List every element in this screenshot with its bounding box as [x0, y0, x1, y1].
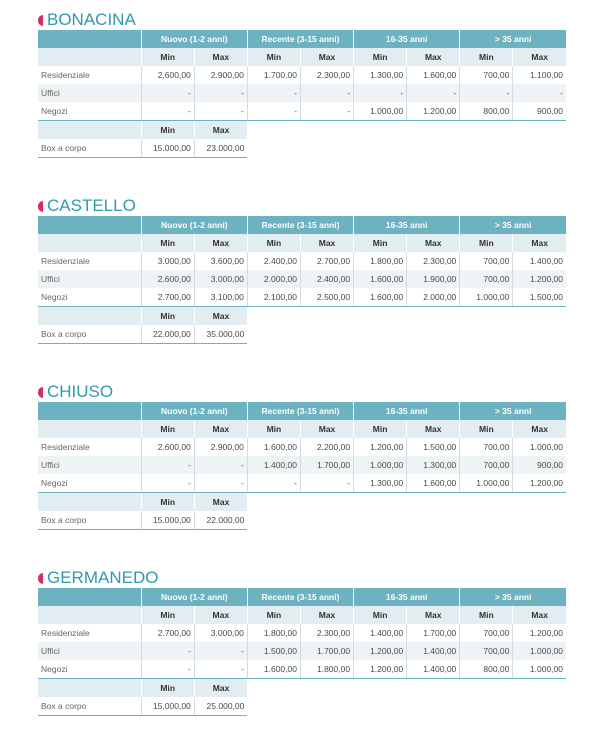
box-label: Box a corpo [38, 139, 141, 158]
box-max-value: 25.000,00 [194, 697, 247, 716]
min-header: Min [247, 48, 300, 66]
price-cell: - [300, 474, 353, 493]
row-label: Residenziale [41, 628, 90, 638]
max-header: Max [194, 420, 247, 438]
price-cell: 3.100,00 [194, 288, 247, 307]
price-cell: 2.300,00 [300, 66, 353, 84]
box-header-blank [38, 493, 141, 512]
price-cell: - [194, 456, 247, 474]
price-cell: - [141, 642, 194, 660]
table-row [38, 456, 566, 474]
price-cell: 2.400,00 [247, 252, 300, 270]
price-cell: 1.800,00 [300, 660, 353, 679]
price-cell: 700,00 [460, 642, 513, 660]
box-header-spacer [247, 307, 566, 326]
header-blank [38, 30, 141, 48]
group-header: > 35 anni [460, 30, 566, 48]
price-table [38, 216, 566, 344]
price-cell: 1.600,00 [407, 66, 460, 84]
group-header-row [38, 30, 566, 48]
box-row [38, 697, 566, 716]
price-cell: 2.500,00 [300, 288, 353, 307]
min-header: Min [141, 420, 194, 438]
price-cell: 800,00 [460, 660, 513, 679]
price-cell: 1.200,00 [407, 102, 460, 121]
group-header: 16-35 anni [354, 216, 460, 234]
section-title [38, 382, 566, 402]
price-cell: 1.500,00 [513, 288, 566, 307]
price-cell: - [141, 84, 194, 102]
max-header: Max [194, 606, 247, 624]
price-cell: 900,00 [513, 456, 566, 474]
price-cell: - [141, 102, 194, 121]
table-row [38, 102, 566, 121]
price-cell: 1.900,00 [407, 270, 460, 288]
price-cell: 2.900,00 [194, 66, 247, 84]
price-cell: 3.000,00 [194, 624, 247, 642]
max-header: Max [513, 606, 566, 624]
table-row [38, 270, 566, 288]
price-cell: 700,00 [460, 270, 513, 288]
box-row [38, 325, 566, 344]
minmax-header-row [38, 420, 566, 438]
min-header: Min [247, 234, 300, 252]
min-header: Min [354, 48, 407, 66]
header-blank [38, 216, 141, 234]
price-cell: 2.700,00 [300, 252, 353, 270]
box-label: Box a corpo [38, 511, 141, 530]
box-row-spacer [247, 511, 566, 530]
min-header: Min [141, 48, 194, 66]
price-cell: 700,00 [460, 438, 513, 456]
price-cell: - [141, 660, 194, 679]
row-label: Negozi [38, 102, 141, 121]
price-cell: 3.000,00 [141, 252, 194, 270]
group-header: 16-35 anni [354, 588, 460, 606]
group-header: Nuovo (1-2 anni) [141, 30, 247, 48]
row-label: Uffici [38, 270, 141, 288]
price-cell: 1.600,00 [407, 474, 460, 493]
price-cell: - [354, 84, 407, 102]
table-row [38, 660, 566, 679]
minmax-header-row [38, 606, 566, 624]
price-cell: 1.000,00 [513, 660, 566, 679]
price-cell: - [300, 102, 353, 121]
table-row [38, 84, 566, 102]
price-cell: 1.200,00 [354, 660, 407, 679]
table-row [38, 474, 566, 493]
min-header: Min [354, 234, 407, 252]
price-cell: 1.300,00 [354, 474, 407, 493]
box-header-spacer [247, 493, 566, 512]
subheader-blank [38, 234, 141, 252]
max-header: Max [407, 234, 460, 252]
box-header-blank [38, 679, 141, 698]
minmax-header-row [38, 234, 566, 252]
box-row [38, 511, 566, 530]
box-label: Box a corpo [38, 697, 141, 716]
min-header: Min [141, 234, 194, 252]
box-row-spacer [247, 139, 566, 158]
max-header: Max [194, 48, 247, 66]
box-min-header: Min [141, 307, 194, 326]
price-cell: - [460, 84, 513, 102]
zone-section [38, 568, 566, 716]
box-header-blank [38, 121, 141, 140]
box-max-value: 23.000,00 [194, 139, 247, 158]
max-header: Max [513, 234, 566, 252]
max-header: Max [300, 48, 353, 66]
group-header: > 35 anni [460, 402, 566, 420]
price-cell: 1.400,00 [407, 642, 460, 660]
price-cell: 3.000,00 [194, 270, 247, 288]
min-header: Min [141, 606, 194, 624]
price-cell: 2.100,00 [247, 288, 300, 307]
min-header: Min [247, 420, 300, 438]
price-cell: 1.400,00 [407, 660, 460, 679]
min-header: Min [247, 606, 300, 624]
group-header: Nuovo (1-2 anni) [141, 402, 247, 420]
price-cell: 1.400,00 [354, 624, 407, 642]
zone-name: CASTELLO [47, 196, 136, 215]
max-header: Max [407, 48, 460, 66]
max-header: Max [513, 420, 566, 438]
section-title [38, 568, 566, 588]
group-header-row [38, 402, 566, 420]
price-cell: 3.600,00 [194, 252, 247, 270]
box-header-row [38, 679, 566, 698]
zone-section [38, 382, 566, 530]
box-min-value: 15.000,00 [141, 697, 194, 716]
price-cell: 1.000,00 [354, 102, 407, 121]
min-header: Min [460, 606, 513, 624]
price-cell: 1.000,00 [460, 474, 513, 493]
price-cell: 2.700,00 [141, 624, 194, 642]
price-cell: 1.600,00 [354, 288, 407, 307]
group-header: Recente (3-15 anni) [247, 30, 353, 48]
price-cell: 700,00 [460, 456, 513, 474]
max-header: Max [300, 420, 353, 438]
min-header: Min [460, 420, 513, 438]
group-header: 16-35 anni [354, 402, 460, 420]
price-cell: 1.700,00 [300, 456, 353, 474]
price-cell: 1.500,00 [407, 438, 460, 456]
price-cell: - [194, 102, 247, 121]
price-cell: 1.300,00 [354, 66, 407, 84]
price-cell: 1.600,00 [247, 438, 300, 456]
zone-name: CHIUSO [47, 382, 114, 401]
price-cell: 2.300,00 [407, 252, 460, 270]
price-cell: 1.800,00 [247, 624, 300, 642]
price-cell: 1.700,00 [407, 624, 460, 642]
header-blank [38, 588, 141, 606]
row-label: Uffici [38, 84, 141, 102]
subheader-blank [38, 48, 141, 66]
box-header-spacer [247, 121, 566, 140]
box-max-value: 35.000,00 [194, 325, 247, 344]
price-cell: 2.900,00 [194, 438, 247, 456]
price-cell: 2.600,00 [141, 66, 194, 84]
price-cell: 1.200,00 [513, 270, 566, 288]
group-header: > 35 anni [460, 588, 566, 606]
row-label: Uffici [38, 642, 141, 660]
price-cell: 1.200,00 [354, 642, 407, 660]
title-bullet-icon [38, 573, 43, 584]
box-min-value: 22.000,00 [141, 325, 194, 344]
price-cell: 1.300,00 [407, 456, 460, 474]
row-label: Residenziale [41, 70, 90, 80]
price-table [38, 588, 566, 716]
subheader-blank [38, 606, 141, 624]
price-cell: - [407, 84, 460, 102]
max-header: Max [407, 606, 460, 624]
section-title [38, 196, 566, 216]
header-blank [38, 402, 141, 420]
price-cell: 1.000,00 [354, 456, 407, 474]
price-cell: 1.200,00 [513, 624, 566, 642]
zone-name: BONACINA [47, 10, 136, 29]
price-cell: 1.400,00 [247, 456, 300, 474]
group-header: Recente (3-15 anni) [247, 216, 353, 234]
title-bullet-icon [38, 15, 43, 26]
price-cell: 1.000,00 [513, 438, 566, 456]
box-min-header: Min [141, 493, 194, 512]
group-header: Nuovo (1-2 anni) [141, 588, 247, 606]
group-header-row [38, 588, 566, 606]
price-cell: - [141, 456, 194, 474]
price-cell: 2.200,00 [300, 438, 353, 456]
min-header: Min [354, 420, 407, 438]
box-min-value: 15.000,00 [141, 139, 194, 158]
row-label: Negozi [38, 474, 141, 493]
row-label: Negozi [38, 288, 141, 307]
price-table [38, 30, 566, 158]
box-max-value: 22.000,00 [194, 511, 247, 530]
box-header-blank [38, 307, 141, 326]
price-cell: - [247, 84, 300, 102]
box-max-header: Max [194, 307, 247, 326]
max-header: Max [194, 234, 247, 252]
min-header: Min [460, 234, 513, 252]
min-header: Min [460, 48, 513, 66]
price-cell: - [194, 642, 247, 660]
title-bullet-icon [38, 201, 43, 212]
price-cell: 1.000,00 [513, 642, 566, 660]
max-header: Max [300, 234, 353, 252]
group-header: Recente (3-15 anni) [247, 588, 353, 606]
box-max-header: Max [194, 121, 247, 140]
price-cell: - [194, 660, 247, 679]
price-cell: 1.100,00 [513, 66, 566, 84]
box-min-header: Min [141, 679, 194, 698]
box-row [38, 139, 566, 158]
price-cell: - [194, 474, 247, 493]
price-cell: - [247, 474, 300, 493]
box-min-header: Min [141, 121, 194, 140]
price-cell: 1.800,00 [354, 252, 407, 270]
table-row [38, 438, 566, 456]
price-cell: 2.000,00 [407, 288, 460, 307]
box-row-spacer [247, 325, 566, 344]
price-cell: 900,00 [513, 102, 566, 121]
group-header: Recente (3-15 anni) [247, 402, 353, 420]
section-title [38, 10, 566, 30]
box-label: Box a corpo [38, 325, 141, 344]
price-cell: 1.400,00 [513, 252, 566, 270]
table-row [38, 288, 566, 307]
price-cell: 2.600,00 [141, 438, 194, 456]
box-header-row [38, 121, 566, 140]
price-cell: 700,00 [460, 624, 513, 642]
minmax-header-row [38, 48, 566, 66]
price-cell: 1.700,00 [247, 66, 300, 84]
price-cell: 1.200,00 [354, 438, 407, 456]
price-cell: 2.000,00 [247, 270, 300, 288]
box-header-row [38, 493, 566, 512]
price-cell: 1.200,00 [513, 474, 566, 493]
price-cell: - [513, 84, 566, 102]
price-cell: - [194, 84, 247, 102]
title-bullet-icon [38, 387, 43, 398]
table-row [38, 66, 566, 84]
zone-section [38, 10, 566, 158]
price-cell: 1.600,00 [354, 270, 407, 288]
price-table [38, 402, 566, 530]
zone-name: GERMANEDO [47, 568, 159, 587]
group-header-row [38, 216, 566, 234]
group-header: Nuovo (1-2 anni) [141, 216, 247, 234]
price-cell: 2.600,00 [141, 270, 194, 288]
price-cell: 1.700,00 [300, 642, 353, 660]
price-cell: - [247, 102, 300, 121]
zone-section [38, 196, 566, 344]
box-header-spacer [247, 679, 566, 698]
box-max-header: Max [194, 679, 247, 698]
price-cell: 2.700,00 [141, 288, 194, 307]
box-max-header: Max [194, 493, 247, 512]
price-cell: 2.300,00 [300, 624, 353, 642]
max-header: Max [300, 606, 353, 624]
box-min-value: 15.000,00 [141, 511, 194, 530]
table-row [38, 624, 566, 642]
subheader-blank [38, 420, 141, 438]
table-row [38, 252, 566, 270]
price-cell: 800,00 [460, 102, 513, 121]
price-cell: 2.400,00 [300, 270, 353, 288]
price-cell: 700,00 [460, 66, 513, 84]
row-label: Residenziale [41, 256, 90, 266]
row-label: Negozi [38, 660, 141, 679]
price-cell: - [141, 474, 194, 493]
group-header: > 35 anni [460, 216, 566, 234]
row-label: Uffici [38, 456, 141, 474]
box-row-spacer [247, 697, 566, 716]
min-header: Min [354, 606, 407, 624]
price-cell: 1.000,00 [460, 288, 513, 307]
price-cell: 1.600,00 [247, 660, 300, 679]
price-cell: - [300, 84, 353, 102]
price-cell: 1.500,00 [247, 642, 300, 660]
max-header: Max [407, 420, 460, 438]
price-cell: 700,00 [460, 252, 513, 270]
group-header: 16-35 anni [354, 30, 460, 48]
table-row [38, 642, 566, 660]
max-header: Max [513, 48, 566, 66]
box-header-row [38, 307, 566, 326]
row-label: Residenziale [41, 442, 90, 452]
